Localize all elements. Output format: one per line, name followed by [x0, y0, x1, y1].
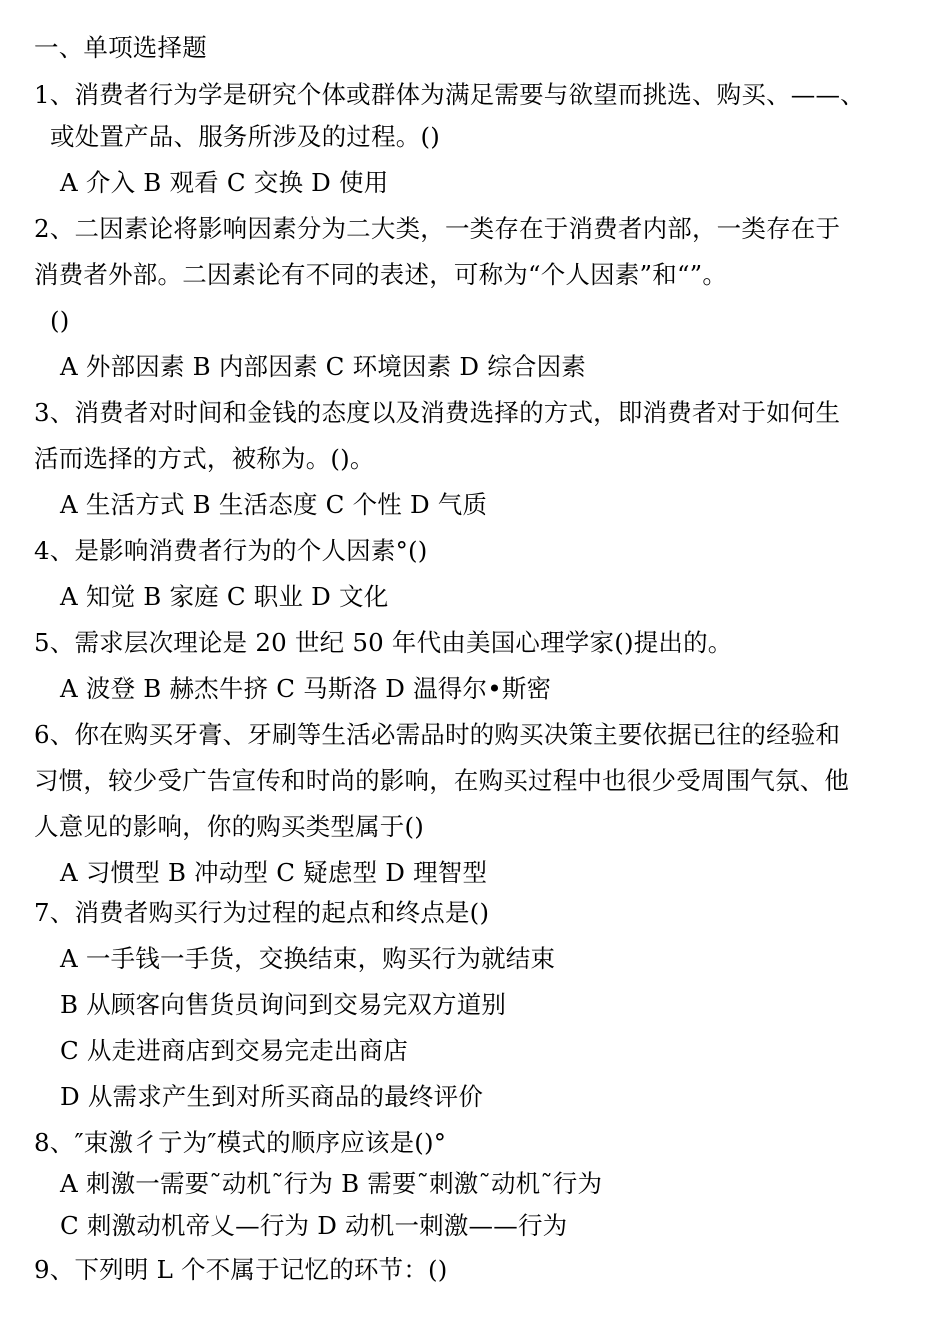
question-1-options: A 介入 B 观看 C 交换 D 使用: [60, 168, 389, 197]
question-2-line-3: (): [50, 306, 70, 335]
question-5-line-1: 5、需求层次理论是 20 世纪 50 年代由美国心理学家()提出的。: [34, 628, 733, 657]
question-7-line-1: 7、消费者购买行为过程的起点和终点是(): [34, 898, 490, 927]
question-4-line-1: 4、是影响消费者行为的个人因素°(): [34, 536, 428, 565]
question-8-options-cd: C 刺激动机帝乂—行为 D 动机一刺激——行为: [60, 1211, 568, 1240]
question-1-line-2: 或处置产品、服务所涉及的过程。(): [50, 122, 441, 151]
question-7-option-d: D 从需求产生到对所买商品的最终评价: [60, 1082, 484, 1111]
question-7-option-b: B 从顾客向售货员询问到交易完双方道别: [60, 990, 507, 1019]
question-6-options: A 习惯型 B 冲动型 C 疑虑型 D 理智型: [60, 858, 488, 887]
question-2-options: A 外部因素 B 内部因素 C 环境因素 D 综合因素: [60, 352, 586, 381]
section-title: 一、单项选择题: [34, 33, 207, 62]
question-8-line-1: 8、″束激彳亍为″模式的顺序应该是()°: [34, 1128, 447, 1157]
question-7-option-a: A 一手钱一手货，交换结束，购买行为就结束: [60, 944, 556, 973]
question-7-option-c: C 从走进商店到交易完走出商店: [60, 1036, 409, 1065]
question-3-line-1: 3、消费者对时间和金钱的态度以及消费选择的方式，即消费者对于如何生: [34, 398, 841, 427]
question-4-options: A 知觉 B 家庭 C 职业 D 文化: [60, 582, 389, 611]
question-9-line-1: 9、下列明 L 个不属于记忆的环节：(): [34, 1255, 448, 1284]
question-6-line-1: 6、你在购买牙膏、牙刷等生活必需品时的购买决策主要依据已往的经验和: [34, 720, 841, 749]
question-1-line-1: 1、消费者行为学是研究个体或群体为满足需要与欲望而挑选、购买、——、: [34, 80, 865, 109]
question-6-line-2: 习惯，较少受广告宣传和时尚的影响，在购买过程中也很少受周围气氛、他: [34, 766, 850, 795]
question-3-line-2: 活而选择的方式，被称为。()。: [34, 444, 375, 473]
question-8-options-ab: A 刺激一需要˜动机˜行为 B 需要˜刺激˜动机˜行为: [60, 1169, 603, 1198]
question-2-line-2: 消费者外部。二因素论有不同的表述，可称为“个人因素”和“”。: [34, 260, 728, 289]
question-3-options: A 生活方式 B 生活态度 C 个性 D 气质: [60, 490, 488, 519]
question-2-line-1: 2、二因素论将影响因素分为二大类，一类存在于消费者内部，一类存在于: [34, 214, 841, 243]
question-6-line-3: 人意见的影响，你的购买类型属于(): [34, 812, 425, 841]
question-5-options: A 波登 B 赫杰牛挤 C 马斯洛 D 温得尔•斯密: [60, 674, 552, 703]
